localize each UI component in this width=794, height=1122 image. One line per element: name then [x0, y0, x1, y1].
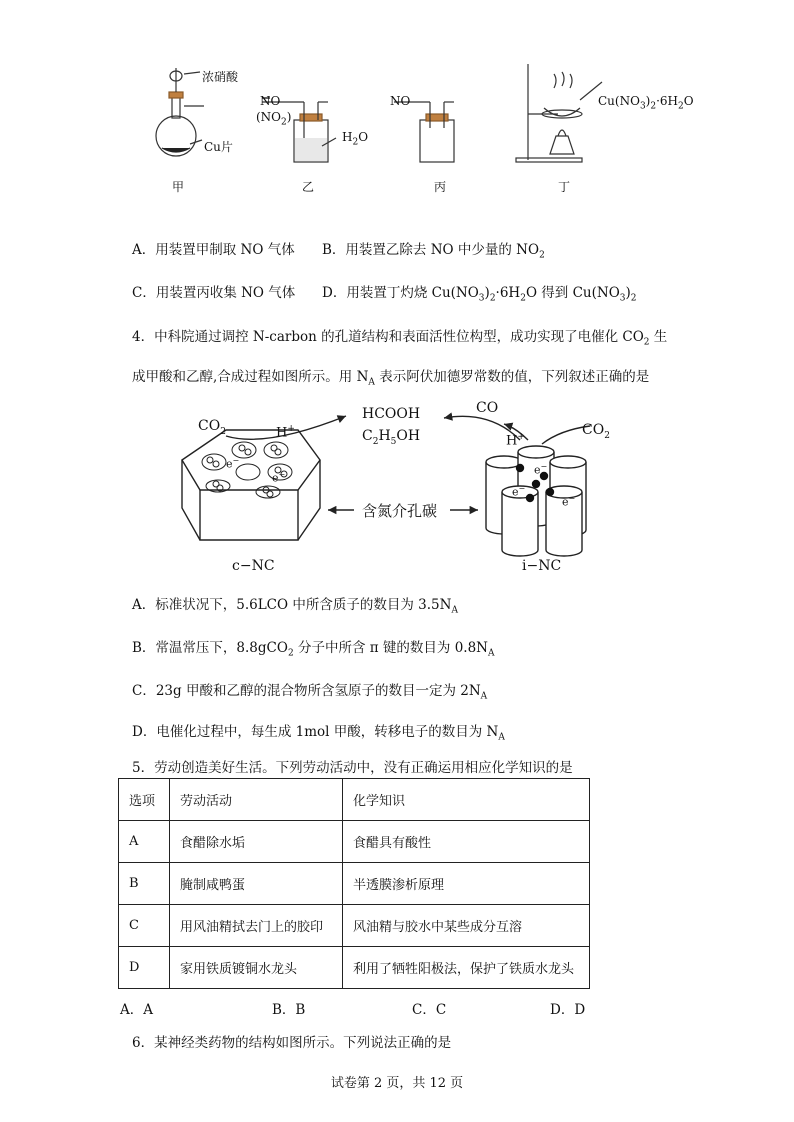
q4-option-b: B．常温常压下，8.8gCO$_2$ 分子中所含 π 键的数目为 $0.8N_A$ [132, 640, 495, 659]
table-cell: C [119, 905, 170, 947]
salt-label: $Cu(NO_3)_2\cdot 6H_2O$ [598, 94, 694, 112]
bing-gas-label: NO [390, 94, 411, 108]
electron-label-2: e− [272, 470, 286, 485]
q6-stem: 6．某神经类药物的结构如图所示。下列说法正确的是 [132, 1035, 452, 1051]
table-cell: 腌制咸鸭蛋 [170, 863, 343, 905]
q4-option-a: A．标准状况下，5.6LCO 中所含质子的数目为 $3.5N_A$ [132, 597, 458, 616]
h-plus-left-label: H+ [276, 424, 295, 441]
apparatus-jia [156, 68, 204, 156]
q3-option-b: B．用装置乙除去 NO 中少量的 $NO_2$ [322, 242, 545, 261]
q5-stem: 5．劳动创造美好生活。下列劳动活动中，没有正确运用相应化学知识的是 [132, 760, 573, 776]
q3-option-d: D．用装置丁灼烧 $Cu(NO_3)_2\cdot 6H_2O$ 得到 $Cu(NO_3)_2$ [322, 285, 637, 304]
table-header-row [119, 779, 590, 821]
table-cell: 家用铁质镀铜水龙头 [170, 947, 343, 989]
product-ethanol: $C_2H_5OH$ [362, 428, 421, 447]
table-cell: 食醋具有酸性 [343, 821, 590, 863]
table-cell: 风油精与胶水中某些成分互溶 [343, 905, 590, 947]
right-caption: i−NC [522, 558, 562, 574]
q5-choice-a: A．A [120, 1002, 153, 1018]
table-cell: 食醋除水垢 [170, 821, 343, 863]
q5-choice-c: C．C [412, 1002, 447, 1018]
q4-stem-line1: 4．中科院通过调控 N-carbon 的孔道结构和表面活性位构型，成功实现了电催化 $CO_2$ 生 [132, 329, 668, 348]
co-right-label: CO [476, 400, 499, 416]
table-cell: B [119, 863, 170, 905]
electron-label-3: e− [534, 462, 548, 477]
table-cell: 半透膜渗析原理 [343, 863, 590, 905]
jia-caption: 甲 [172, 180, 185, 194]
electron-label-4: e− [512, 484, 526, 499]
h-plus-right-label: H+ [506, 432, 525, 449]
electron-label-5: e− [562, 494, 576, 509]
yi-gas-label: NO [260, 94, 281, 108]
apparatus-bing [394, 102, 454, 162]
q3-option-a: A．用装置甲制取 NO 气体 [132, 242, 295, 258]
table-header-cell: 化学知识 [343, 779, 590, 821]
co2-right-label: $CO_2$ [582, 422, 610, 441]
q5-choice-b: B．B [272, 1002, 306, 1018]
product-formic-acid: HCOOH [362, 406, 421, 422]
table-cell: 利用了牺牲阳极法，保护了铁质水龙头 [343, 947, 590, 989]
center-label: 含氮介孔碳 [362, 502, 438, 520]
cu-label: Cu片 [204, 140, 233, 154]
co2-left-label: $CO_2$ [198, 418, 226, 437]
q5-choice-d: D．D [550, 1002, 586, 1018]
table-row [119, 863, 590, 905]
apparatus-ding [516, 64, 602, 162]
table-cell: 用风油精拭去门上的胶印 [170, 905, 343, 947]
water-label: $H_2O$ [342, 130, 369, 148]
table-header-cell: 劳动活动 [170, 779, 343, 821]
left-caption: c−NC [232, 558, 275, 574]
q4-option-d: D．电催化过程中，每生成 1mol 甲酸，转移电子的数目为 $N_A$ [132, 724, 505, 743]
q3-option-c: C．用装置丙收集 NO 气体 [132, 285, 296, 301]
electron-label-1: e− [226, 456, 240, 471]
table-header-cell: 选项 [119, 779, 170, 821]
page-footer: 试卷第 2 页，共 12 页 [330, 1076, 464, 1091]
table-row [119, 821, 590, 863]
table-row [119, 947, 590, 989]
bing-caption: 丙 [434, 180, 447, 194]
table-cell: D [119, 947, 170, 989]
acid-label: 浓硝酸 [202, 70, 239, 84]
yi-gas-impurity-label: $(NO_2)$ [256, 110, 292, 128]
table-row [119, 905, 590, 947]
ding-caption: 丁 [558, 180, 571, 194]
table-cell: A [119, 821, 170, 863]
yi-caption: 乙 [302, 180, 315, 194]
q4-option-c: C．23g 甲酸和乙醇的混合物所含氢原子的数目一定为 $2N_A$ [132, 683, 488, 702]
q4-catalysis-diagram [170, 400, 640, 580]
q4-stem-line2: 成甲酸和乙醇,合成过程如图所示。用 $N_A$ 表示阿伏加德罗常数的值，下列叙述正确的是 [132, 369, 650, 388]
q5-table [118, 778, 590, 989]
